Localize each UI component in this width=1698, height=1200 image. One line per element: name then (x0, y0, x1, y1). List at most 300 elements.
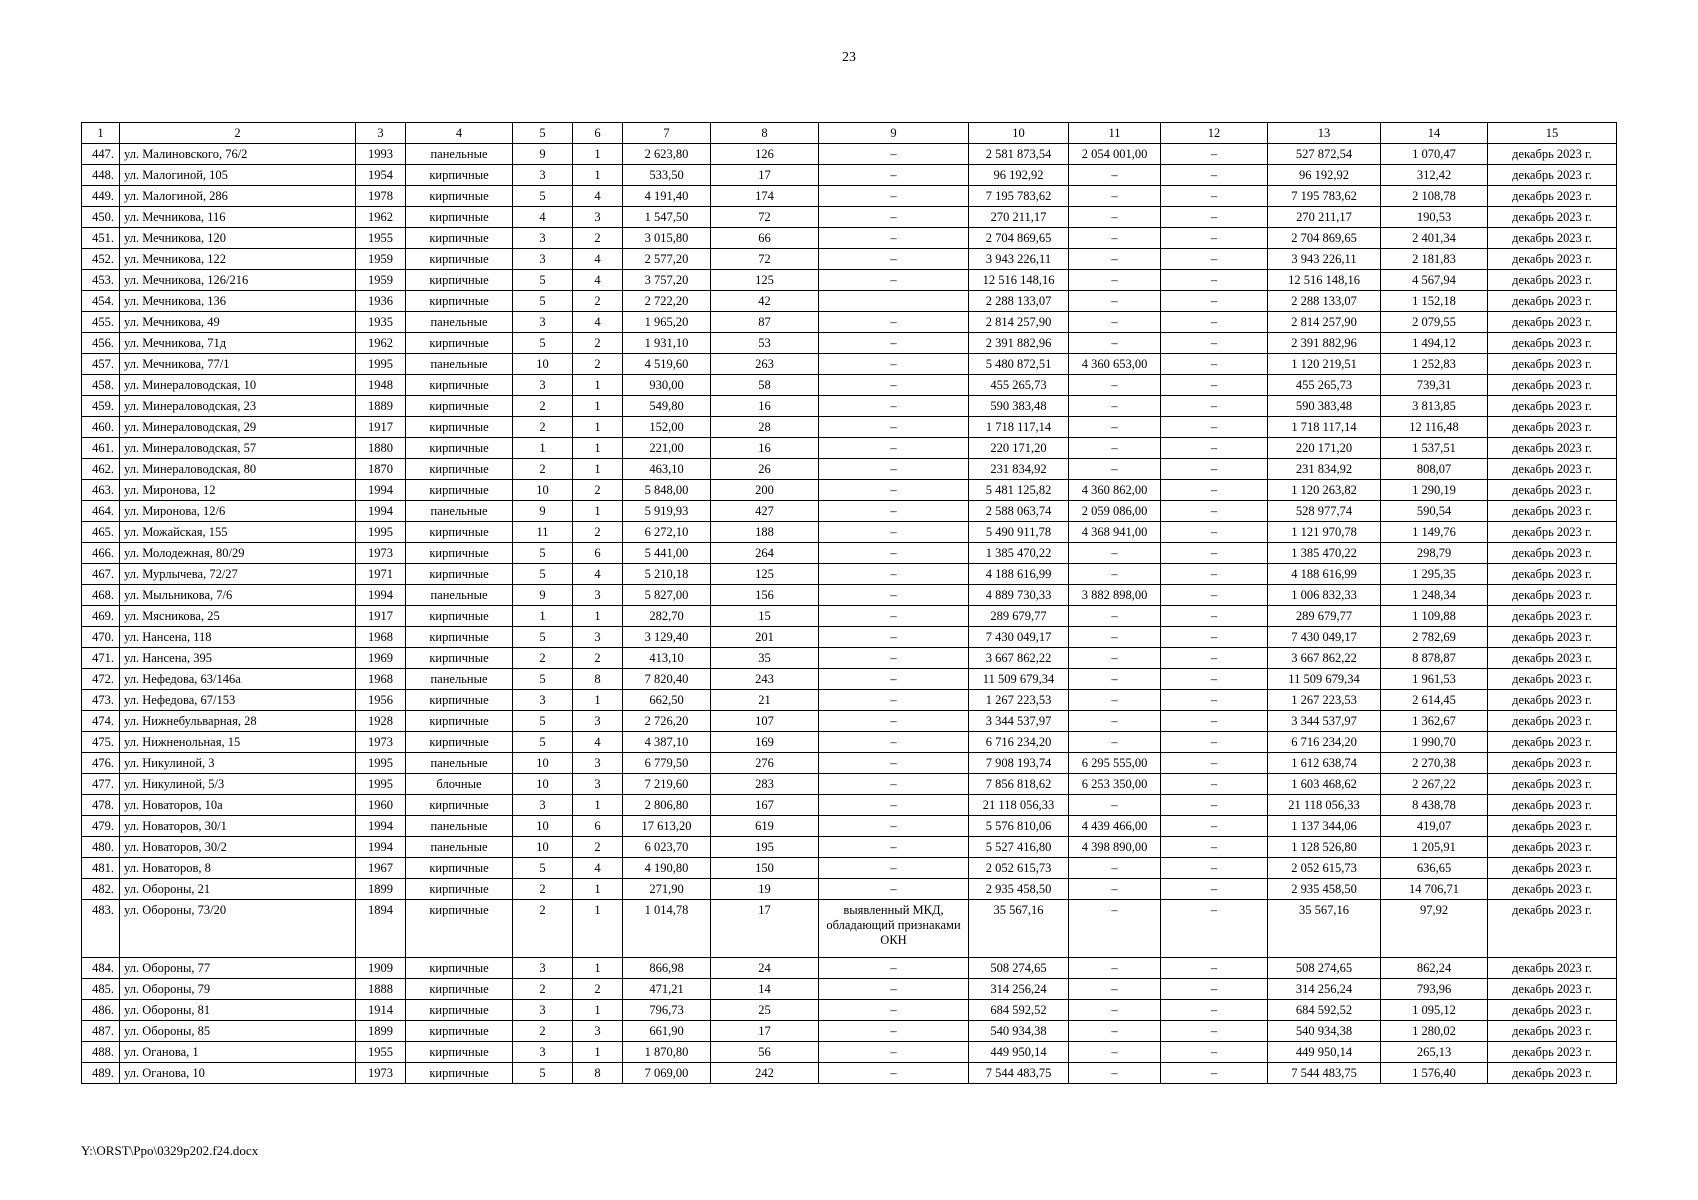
table-cell: 1 612 638,74 (1268, 753, 1381, 774)
table-cell: 1 603 468,62 (1268, 774, 1381, 795)
table-cell: кирпичные (406, 186, 513, 207)
table-cell: 4 889 730,33 (969, 585, 1069, 606)
table-cell: – (819, 1063, 969, 1084)
table-cell: 2 814 257,90 (1268, 312, 1381, 333)
table-cell: – (1069, 711, 1161, 732)
table-cell: – (1161, 1021, 1268, 1042)
table-cell: ул. Мечникова, 49 (120, 312, 356, 333)
table-cell: 484. (82, 958, 120, 979)
table-cell: 2 704 869,65 (1268, 228, 1381, 249)
table-cell: кирпичные (406, 1063, 513, 1084)
table-cell: 2 (513, 879, 573, 900)
table-cell: – (1069, 669, 1161, 690)
table-cell: 10 (513, 837, 573, 858)
table-cell: 21 (711, 690, 819, 711)
table-cell: 1 280,02 (1381, 1021, 1488, 1042)
table-cell: панельные (406, 585, 513, 606)
table-cell: 26 (711, 459, 819, 480)
table-cell: 3 (573, 207, 623, 228)
table-cell: декабрь 2023 г. (1488, 1000, 1617, 1021)
table-cell: 5 (513, 291, 573, 312)
table-row (82, 585, 1617, 606)
table-cell: 5 (513, 1063, 573, 1084)
table-cell: – (1069, 249, 1161, 270)
table-cell: 72 (711, 249, 819, 270)
table-cell: 1955 (356, 228, 406, 249)
table-cell: 3 (513, 228, 573, 249)
table-cell: декабрь 2023 г. (1488, 1063, 1617, 1084)
table-row (82, 228, 1617, 249)
table-cell: 2 (573, 333, 623, 354)
table-cell: 463. (82, 480, 120, 501)
table-cell: 3 344 537,97 (1268, 711, 1381, 732)
table-cell: 96 192,92 (1268, 165, 1381, 186)
table-cell: – (819, 459, 969, 480)
table-cell: – (1161, 459, 1268, 480)
table-cell: 1 120 219,51 (1268, 354, 1381, 375)
table-cell: 265,13 (1381, 1042, 1488, 1063)
table-cell: 220 171,20 (1268, 438, 1381, 459)
table-cell: 4 (573, 249, 623, 270)
table-cell: ул. Минераловодская, 80 (120, 459, 356, 480)
table-cell: 684 592,52 (969, 1000, 1069, 1021)
table-cell: панельные (406, 312, 513, 333)
table-cell: 473. (82, 690, 120, 711)
table-cell: 1995 (356, 354, 406, 375)
table-cell: панельные (406, 837, 513, 858)
table-cell: 3 (573, 753, 623, 774)
table-cell: 460. (82, 417, 120, 438)
table-cell: 4 398 890,00 (1069, 837, 1161, 858)
table-cell: 3 (513, 1000, 573, 1021)
table-cell: 6 295 555,00 (1069, 753, 1161, 774)
table-cell: блочные (406, 774, 513, 795)
table-cell: 221,00 (623, 438, 711, 459)
table-cell: 1 385 470,22 (969, 543, 1069, 564)
table-cell: декабрь 2023 г. (1488, 711, 1617, 732)
table-cell: декабрь 2023 г. (1488, 879, 1617, 900)
table-cell: – (1069, 979, 1161, 1000)
table-cell: 1 (573, 958, 623, 979)
table-cell: – (1161, 858, 1268, 879)
table-cell: 1 267 223,53 (1268, 690, 1381, 711)
table-cell: 1 (573, 396, 623, 417)
table-cell: 1 718 117,14 (969, 417, 1069, 438)
table-cell: панельные (406, 144, 513, 165)
table-cell: декабрь 2023 г. (1488, 979, 1617, 1000)
table-cell: 14 706,71 (1381, 879, 1488, 900)
table-cell: 5 (513, 858, 573, 879)
table-cell: 1994 (356, 501, 406, 522)
table-cell: – (819, 543, 969, 564)
table-cell: кирпичные (406, 900, 513, 958)
table-cell: 7 430 049,17 (1268, 627, 1381, 648)
table-cell: 314 256,24 (1268, 979, 1381, 1000)
table-cell: 1 152,18 (1381, 291, 1488, 312)
table-cell: 7 856 818,62 (969, 774, 1069, 795)
table-row (82, 249, 1617, 270)
table-cell: 4 (573, 312, 623, 333)
table-cell: ул. Новаторов, 30/1 (120, 816, 356, 837)
table-cell: 413,10 (623, 648, 711, 669)
table-cell: 1 547,50 (623, 207, 711, 228)
table-cell: 1967 (356, 858, 406, 879)
table-cell: 1995 (356, 774, 406, 795)
table-cell: 4 188 616,99 (969, 564, 1069, 585)
table-cell: 461. (82, 438, 120, 459)
column-header-6: 6 (573, 123, 623, 144)
table-cell: 485. (82, 979, 120, 1000)
table-cell: – (1161, 1063, 1268, 1084)
table-cell: 3 (573, 1021, 623, 1042)
table-cell: – (819, 375, 969, 396)
table-cell: 2 391 882,96 (1268, 333, 1381, 354)
table-cell: 1 537,51 (1381, 438, 1488, 459)
table-cell: 242 (711, 1063, 819, 1084)
table-cell: 1 965,20 (623, 312, 711, 333)
table-cell: – (1069, 270, 1161, 291)
table-cell: 486. (82, 1000, 120, 1021)
table-cell: 5 576 810,06 (969, 816, 1069, 837)
table-cell: 739,31 (1381, 375, 1488, 396)
table-cell: кирпичные (406, 795, 513, 816)
table-cell: кирпичные (406, 417, 513, 438)
table-row (82, 186, 1617, 207)
table-cell: – (1069, 291, 1161, 312)
table-cell: 125 (711, 270, 819, 291)
table-row (82, 879, 1617, 900)
table-row (82, 438, 1617, 459)
table-cell: 479. (82, 816, 120, 837)
table-cell: – (1161, 879, 1268, 900)
table-cell: 3 667 862,22 (1268, 648, 1381, 669)
table-cell: ул. Нижненольная, 15 (120, 732, 356, 753)
column-header-9: 9 (819, 123, 969, 144)
table-cell: ул. Малогиной, 105 (120, 165, 356, 186)
table-cell: панельные (406, 753, 513, 774)
table-cell: – (1161, 627, 1268, 648)
table-cell: 5 (513, 669, 573, 690)
table-cell: декабрь 2023 г. (1488, 774, 1617, 795)
table-cell: кирпичные (406, 627, 513, 648)
column-header-3: 3 (356, 123, 406, 144)
table-cell: 7 069,00 (623, 1063, 711, 1084)
table-cell: – (819, 501, 969, 522)
table-cell: 1 (573, 501, 623, 522)
table-cell: 487. (82, 1021, 120, 1042)
table-cell: кирпичные (406, 732, 513, 753)
table-cell: 470. (82, 627, 120, 648)
table-cell: 458. (82, 375, 120, 396)
table-cell: 2 079,55 (1381, 312, 1488, 333)
table-cell: 1 718 117,14 (1268, 417, 1381, 438)
table-cell: ул. Оганова, 10 (120, 1063, 356, 1084)
table-row (82, 165, 1617, 186)
table-cell: ул. Нефедова, 67/153 (120, 690, 356, 711)
table-cell: 3 (513, 795, 573, 816)
table-cell: 126 (711, 144, 819, 165)
table-cell: 3 (513, 375, 573, 396)
table-cell: – (1161, 186, 1268, 207)
table-cell: 2 270,38 (1381, 753, 1488, 774)
table-cell: 72 (711, 207, 819, 228)
table-cell: 5 (513, 627, 573, 648)
table-cell: 488. (82, 1042, 120, 1063)
table-cell: 1 290,19 (1381, 480, 1488, 501)
table-cell: 471,21 (623, 979, 711, 1000)
table-cell: 2 623,80 (623, 144, 711, 165)
table-cell: – (1069, 333, 1161, 354)
table-cell: 10 (513, 774, 573, 795)
table-cell: 463,10 (623, 459, 711, 480)
table-cell: – (819, 648, 969, 669)
table-cell: 6 779,50 (623, 753, 711, 774)
table-cell: – (1161, 816, 1268, 837)
table-cell: кирпичные (406, 858, 513, 879)
table-cell: кирпичные (406, 979, 513, 1000)
table-cell: – (819, 438, 969, 459)
table-cell: 4 360 653,00 (1069, 354, 1161, 375)
table-cell: 2 581 873,54 (969, 144, 1069, 165)
table-cell: – (1069, 438, 1161, 459)
table-cell: – (1069, 627, 1161, 648)
table-cell: 24 (711, 958, 819, 979)
table-cell: 4 191,40 (623, 186, 711, 207)
table-cell: 636,65 (1381, 858, 1488, 879)
table-cell: 5 (513, 270, 573, 291)
table-cell: 7 544 483,75 (1268, 1063, 1381, 1084)
table-cell: 2 726,20 (623, 711, 711, 732)
table-cell: 4 (573, 270, 623, 291)
table-cell: 1909 (356, 958, 406, 979)
table-cell: ул. Обороны, 77 (120, 958, 356, 979)
table-cell: – (1161, 606, 1268, 627)
table-row (82, 858, 1617, 879)
table-cell: – (819, 958, 969, 979)
table-cell: ул. Обороны, 21 (120, 879, 356, 900)
table-cell: ул. Новаторов, 8 (120, 858, 356, 879)
table-cell: 314 256,24 (969, 979, 1069, 1000)
table-cell: 508 274,65 (1268, 958, 1381, 979)
table-cell: 125 (711, 564, 819, 585)
table-cell: 3 757,20 (623, 270, 711, 291)
table-cell: 9 (513, 585, 573, 606)
table-cell: ул. Мечникова, 126/216 (120, 270, 356, 291)
table-cell: кирпичные (406, 958, 513, 979)
table-cell: 1 070,47 (1381, 144, 1488, 165)
table-cell: – (819, 795, 969, 816)
table-cell: 1 252,83 (1381, 354, 1488, 375)
table-cell: – (1161, 501, 1268, 522)
table-cell: 1 267 223,53 (969, 690, 1069, 711)
table-cell: – (1161, 732, 1268, 753)
table-cell: 466. (82, 543, 120, 564)
table-cell: – (1161, 228, 1268, 249)
table-cell: – (1069, 879, 1161, 900)
table-cell: 1 576,40 (1381, 1063, 1488, 1084)
table-cell: 2 (513, 648, 573, 669)
table-cell: декабрь 2023 г. (1488, 669, 1617, 690)
table-cell: 457. (82, 354, 120, 375)
table-cell: 590 383,48 (969, 396, 1069, 417)
table-cell: – (819, 417, 969, 438)
table-cell: 1 120 263,82 (1268, 480, 1381, 501)
table-cell: 1928 (356, 711, 406, 732)
table-cell: – (819, 858, 969, 879)
table-cell: 152,00 (623, 417, 711, 438)
table-cell: 1 109,88 (1381, 606, 1488, 627)
table-cell: кирпичные (406, 690, 513, 711)
table-cell: 662,50 (623, 690, 711, 711)
table-cell: – (819, 979, 969, 1000)
table-cell: 1 (573, 438, 623, 459)
table-cell: декабрь 2023 г. (1488, 837, 1617, 858)
table-cell: 19 (711, 879, 819, 900)
column-header-1: 1 (82, 123, 120, 144)
table-cell: 2 814 257,90 (969, 312, 1069, 333)
table-cell: декабрь 2023 г. (1488, 291, 1617, 312)
table-cell: 8 (573, 1063, 623, 1084)
table-cell: 1899 (356, 879, 406, 900)
table-cell: 1968 (356, 627, 406, 648)
table-cell: – (1161, 774, 1268, 795)
table-cell: 3 882 898,00 (1069, 585, 1161, 606)
table-cell: 2 (513, 459, 573, 480)
table-cell: 156 (711, 585, 819, 606)
table-cell: 481. (82, 858, 120, 879)
table-cell: 6 023,70 (623, 837, 711, 858)
table-cell: – (1161, 207, 1268, 228)
table-cell: ул. Никулиной, 3 (120, 753, 356, 774)
table-cell: 150 (711, 858, 819, 879)
table-cell: 4 (573, 858, 623, 879)
table-cell: – (1161, 900, 1268, 958)
table-cell: 528 977,74 (1268, 501, 1381, 522)
table-cell: 200 (711, 480, 819, 501)
table-cell: кирпичные (406, 459, 513, 480)
table-cell (819, 291, 969, 312)
table-cell: 2 782,69 (1381, 627, 1488, 648)
table-row (82, 711, 1617, 732)
table-cell: – (1161, 1042, 1268, 1063)
table-cell: декабрь 2023 г. (1488, 648, 1617, 669)
table-cell: 1 (573, 375, 623, 396)
table-cell: 452. (82, 249, 120, 270)
table-cell: 1 128 526,80 (1268, 837, 1381, 858)
table-cell: 17 (711, 165, 819, 186)
table-cell: ул. Мечникова, 122 (120, 249, 356, 270)
table-cell: 1948 (356, 375, 406, 396)
table-cell: 4 368 941,00 (1069, 522, 1161, 543)
table-cell: 289 679,77 (1268, 606, 1381, 627)
table-cell: декабрь 2023 г. (1488, 753, 1617, 774)
table-cell: ул. Обороны, 79 (120, 979, 356, 1000)
table-cell: 1 990,70 (1381, 732, 1488, 753)
table-cell: 456. (82, 333, 120, 354)
table-cell: 2 614,45 (1381, 690, 1488, 711)
table-cell: 661,90 (623, 1021, 711, 1042)
table-cell: – (1161, 564, 1268, 585)
table-cell: декабрь 2023 г. (1488, 333, 1617, 354)
table-cell: декабрь 2023 г. (1488, 690, 1617, 711)
footer-file-path: Y:\ORST\Ppo\0329p202.f24.docx (81, 1143, 259, 1158)
table-cell: 264 (711, 543, 819, 564)
table-cell: декабрь 2023 г. (1488, 396, 1617, 417)
table-cell: ул. Малогиной, 286 (120, 186, 356, 207)
table-cell: 11 509 679,34 (969, 669, 1069, 690)
table-cell: 243 (711, 669, 819, 690)
table-cell: 451. (82, 228, 120, 249)
table-cell: – (819, 270, 969, 291)
table-cell: декабрь 2023 г. (1488, 958, 1617, 979)
table-cell: – (1069, 732, 1161, 753)
table-cell: – (819, 879, 969, 900)
table-cell: 793,96 (1381, 979, 1488, 1000)
table-cell: 468. (82, 585, 120, 606)
table-cell: 2 (573, 837, 623, 858)
table-cell: декабрь 2023 г. (1488, 585, 1617, 606)
table-cell: 684 592,52 (1268, 1000, 1381, 1021)
table-cell: 3 (513, 958, 573, 979)
table-cell: 2 401,34 (1381, 228, 1488, 249)
table-cell: 21 118 056,33 (969, 795, 1069, 816)
table-cell: ул. Нансена, 395 (120, 648, 356, 669)
table-cell: 3 (513, 249, 573, 270)
table-row (82, 669, 1617, 690)
table-cell: кирпичные (406, 543, 513, 564)
table-cell: – (1069, 1063, 1161, 1084)
table-cell: 6 (573, 543, 623, 564)
table-cell: – (819, 816, 969, 837)
table-cell: – (1069, 207, 1161, 228)
table-cell: 5 (513, 543, 573, 564)
table-cell: – (1161, 543, 1268, 564)
table-cell: 480. (82, 837, 120, 858)
table-cell: 450. (82, 207, 120, 228)
table-cell: 3 (573, 585, 623, 606)
table-cell: 2 054 001,00 (1069, 144, 1161, 165)
table-cell: кирпичные (406, 1021, 513, 1042)
table-cell: – (819, 1000, 969, 1021)
table-body (82, 144, 1617, 1084)
table-cell: 1 362,67 (1381, 711, 1488, 732)
table-cell: 1960 (356, 795, 406, 816)
table-cell: 96 192,92 (969, 165, 1069, 186)
table-cell: 1 (573, 417, 623, 438)
table-cell: 2 (513, 900, 573, 958)
table-cell: ул. Минераловодская, 29 (120, 417, 356, 438)
table-cell: кирпичные (406, 606, 513, 627)
table-row (82, 354, 1617, 375)
table-cell: 1894 (356, 900, 406, 958)
table-cell: кирпичные (406, 165, 513, 186)
table-cell: – (1069, 396, 1161, 417)
table-cell: – (819, 312, 969, 333)
table-cell: кирпичные (406, 228, 513, 249)
table-cell: ул. Новаторов, 10а (120, 795, 356, 816)
table-cell: 298,79 (1381, 543, 1488, 564)
table-cell: 220 171,20 (969, 438, 1069, 459)
table-cell: 1914 (356, 1000, 406, 1021)
table-cell: 590 383,48 (1268, 396, 1381, 417)
table-cell: 2 (513, 417, 573, 438)
table-cell: 5 848,00 (623, 480, 711, 501)
table-cell: – (1161, 165, 1268, 186)
table-cell: 7 195 783,62 (1268, 186, 1381, 207)
table-cell: – (1069, 417, 1161, 438)
table-cell: 2 108,78 (1381, 186, 1488, 207)
table-cell: – (819, 354, 969, 375)
